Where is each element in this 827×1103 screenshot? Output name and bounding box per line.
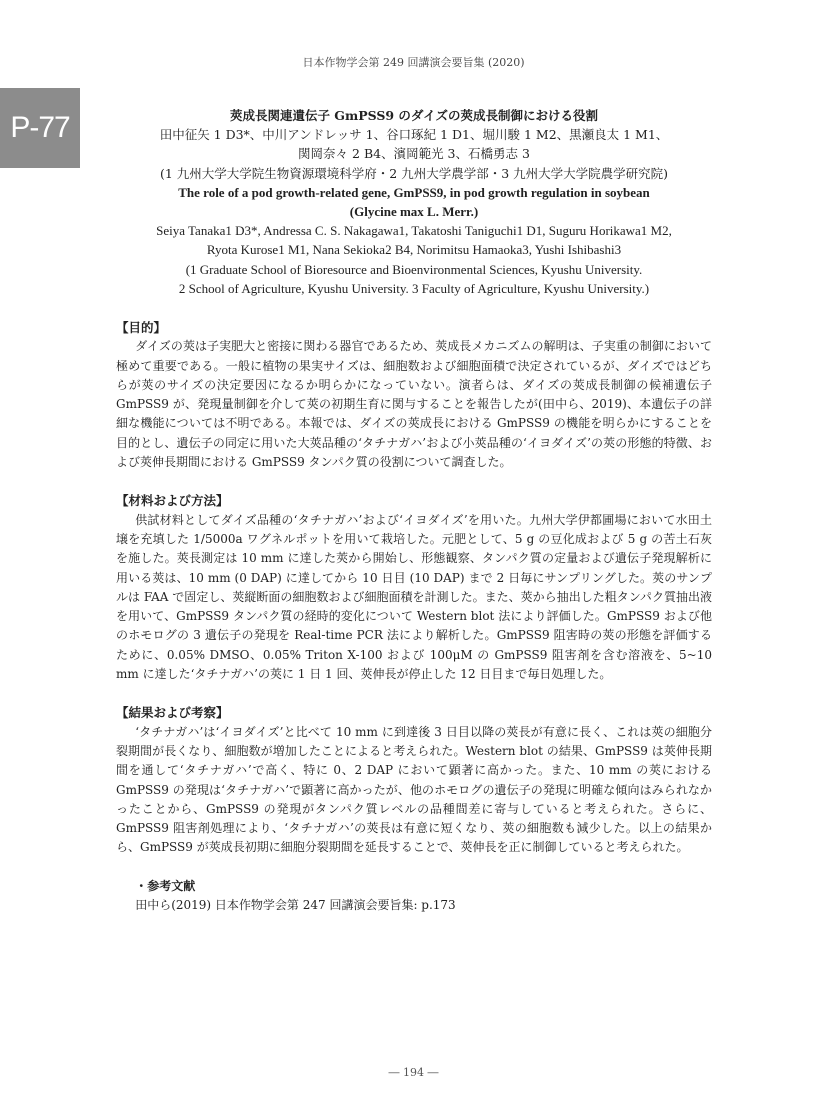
section-references bbox=[116, 877, 712, 916]
authors-en-line-1: Seiya Tanaka1 D3*, Andressa C. S. Nakagawa1, Takatoshi Taniguchi1 D1, Suguru Horikawa1 M2, bbox=[156, 223, 672, 239]
section-heading: 【結果および考察】 bbox=[116, 705, 229, 721]
section-heading: 【材料および方法】 bbox=[116, 493, 229, 509]
affiliation-jp: (1 九州大学大学院生物資源環境科学府・2 九州大学農学部・3 九州大学大学院農学研究院) bbox=[159, 165, 669, 181]
authors-en-line-2: Ryota Kurose1 M1, Nana Sekioka2 B4, Norimitsu Hamaoka3, Yushi Ishibashi3 bbox=[206, 242, 622, 258]
abstract-body bbox=[116, 318, 712, 934]
page-number: ― 194 ― bbox=[388, 1066, 439, 1079]
title-en-line-1: The role of a pod growth-related gene, GmPSS9, in pod growth regulation in soybean bbox=[178, 184, 650, 200]
authors-jp-line-2: 関岡奈々 2 B4、濱岡範光 3、石橋勇志 3 bbox=[298, 146, 530, 162]
affiliation-en-line-2: 2 School of Agriculture, Kyushu University. 3 Faculty of Agriculture, Kyushu University.) bbox=[178, 280, 650, 296]
section-text: ‘タチナガハ’は‘イヨダイズ’と比べて 10 mm に到達後 3 日目以降の莢長が有意に長く、これは莢の細胞分裂期間が長くなり、細胞数が増加したことによると考えられた。Western blot の結果、GmPSS9 は莢伸長期間を通して‘タチナガハ’で高く、特に 0、2 DAP において顕著に高かった。また、10 mm の莢における GmPSS9 の発現は‘タチナガハ’で顕著に高かったが、他のホモログの遺伝子の発現に明確な傾向はみられなかったことから、GmPSS9 の発現がタンパク質レベルの品種間差に寄与していると考えられた。さらに、GmPSS9 阻害剤処理により、‘タチナガハ’の莢長は有意に短くなり、莢の細胞数も減少した。以上の結果から、GmPSS9 が莢成長初期に細胞分裂期間を延長することで、莢伸長を正に制御していると考えられた。 bbox=[116, 724, 712, 855]
section-heading: 【目的】 bbox=[116, 320, 167, 335]
affiliation-en-line-1: (1 Graduate School of Bioresource and Bioenvironmental Sciences, Kyushu University. bbox=[185, 261, 643, 277]
title-block bbox=[100, 106, 728, 298]
authors-jp-line-1: 田中征矢 1 D3*、中川アンドレッサ 1、谷口琢紀 1 D1、堀川駿 1 M2、黒瀬良太 1 M1、 bbox=[159, 127, 669, 143]
title-jp: 莢成長関連遺伝子 GmPSS9 のダイズの莢成長制御における役割 bbox=[229, 108, 599, 123]
section-text: 供試材料としてダイズ品種の‘タチナガハ’および‘イヨダイズ’を用いた。九州大学伊都圃場において水田土壌を充填した 1/5000a ワグネルポットを用いて栽培した。元肥として、5 g の豆化成および 5 g の苦土石灰を施した。莢長測定は 10 mm に達した莢から開始し、形態観察、タンパク質の定量および遺伝子発現解析に用いる莢は、10 mm (0 DAP) に達してから 10 日目 (10 DAP) まで 2 日毎にサンプリングした。莢のサンプルは FAA で固定し、莢縦断面の細胞数および細胞面積を計測した。また、莢から抽出した粗タンパク質抽出液を用いて、GmPSS9 タンパク質の経時的変化について Western blot 法により評価した。GmPSS9 および他のホモログの 3 遺伝子の発現を Real-time PCR 法により解析した。GmPSS9 阻害時の莢の形態を評価するために、0.05% DMSO、0.05% Triton X-100 および 100μM の GmPSS9 阻害剤を含む溶液を、5~10 mm に達した‘タチナガハ’の莢に 1 日 1 回、莢伸長が停止した 12 日目まで毎日処理した。 bbox=[116, 512, 712, 682]
title-en-line-2: (Glycine max L. Merr.) bbox=[349, 204, 479, 220]
section-results bbox=[116, 703, 712, 857]
section-methods bbox=[116, 491, 712, 684]
running-header: 日本作物学会第 249 回講演会要旨集 (2020) bbox=[302, 56, 525, 69]
section-text: ダイズの莢は子実肥大と密接に関わる器官であるため、莢成長メカニズムの解明は、子実重の制御において極めて重要である。一般に植物の果実サイズは、細胞数および細胞面積で決定されているが、ダイズではどちらが莢のサイズの決定要因になるか明らかになっていない。演者らは、ダイズの莢成長制御の候補遺伝子 GmPSS9 が、発現量制御を介して莢の初期生育に関与することを報告したが(田中ら、2019)、本遺伝子の詳細な機能については不明である。本報では、ダイズの莢成長における GmPSS9 の機能を明らかにすることを目的とし、遺伝子の同定に用いた大莢品種の‘タチナガハ’および小莢品種の‘イヨダイズ’の莢の形態的特徴、および莢伸長期間における GmPSS9 タンパク質の役割について調査した。 bbox=[116, 339, 712, 470]
section-purpose bbox=[116, 318, 712, 472]
poster-number-badge: P-77 bbox=[0, 88, 80, 168]
references-heading: ・参考文献 bbox=[135, 878, 196, 893]
reference-entry: 田中ら(2019) 日本作物学会第 247 回講演会要旨集: p.173 bbox=[135, 898, 456, 913]
